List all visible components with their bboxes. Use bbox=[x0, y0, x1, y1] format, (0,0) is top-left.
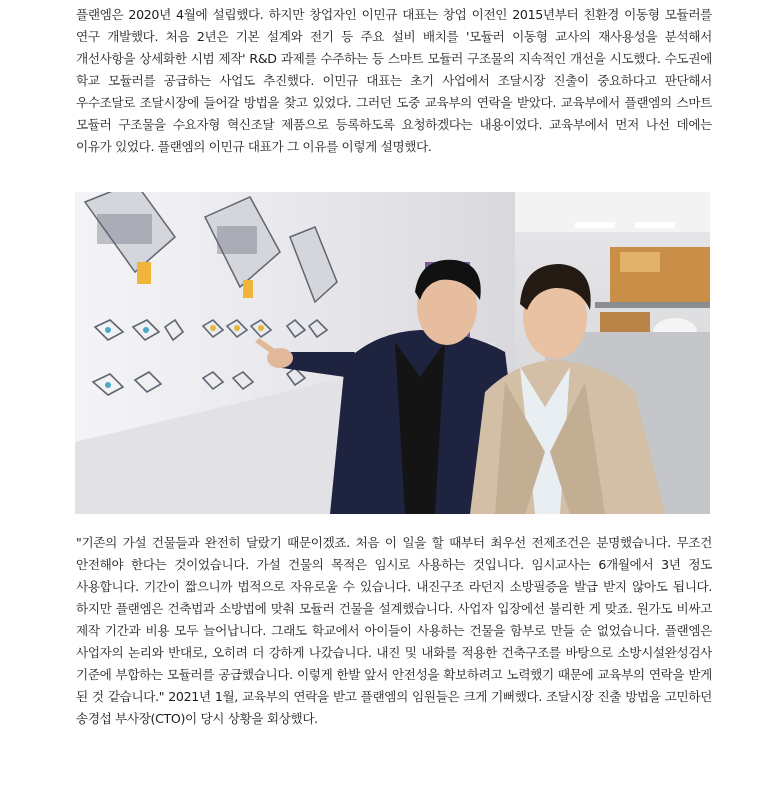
article-paragraph-intro: 플랜엠은 2020년 4월에 설립했다. 하지만 창업자인 이민규 대표는 창업 이전인 2015년부터 친환경 이동형 모듈러를 연구 개발했다. 처음 2년은 기본 설계와 전기 등 주요 설비 배치를 '모듈러 이동형 교사의 재사용성을 분석해서 개선사항을 상세화한 시범 제작' R&D 과제를 수주하는 등 스마트 모듈러 구조물의 지속적인 개선을 시도했다. 수도권에 학교 모듈러를 공급하는 사업도 추진했다. 이민규 대표는 초기 사업에서 조달시장 진출이 중요하다고 판단해서 우수조달로 조달시장에 들어갈 방법을 찾고 있었다. 그러던 도중 교육부의 연락을 받았다. 교육부에서 플랜엠의 스마트 모듈러 구조물을 수요자형 혁신조달 제품으로 등록하도록 요청하겠다는 내용이었다. 교육부에서 먼저 나선 데에는 이유가 있었다. 플랜엠의 이민규 대표가 그 이유를 이렇게 설명했다. bbox=[76, 7, 712, 154]
article-photo bbox=[75, 192, 710, 514]
photo-illustration bbox=[75, 192, 710, 514]
article-paragraph-quote: "기존의 가설 건물들과 완전히 달랐기 때문이겠죠. 처음 이 일을 할 때부터 최우선 전제조건은 분명했습니다. 무조건 안전해야 한다는 것이었습니다. 가설 건물의 목적은 임시로 사용하는 것입니다. 임시교사는 6개월에서 3년 정도 사용합니다. 기간이 짧으니까 법적으로 자유로울 수 있습니다. 내진구조 라던지 소방필증을 발급 받지 않아도 됩니다. 하지만 플랜엠은 건축법과 소방법에 맞춰 모듈러 건물을 설계했습니다. 사업자 입장에선 불리한 게 맞죠. 원가도 비싸고 제작 기간과 비용 모두 늘어납니다. 그래도 학교에서 아이들이 사용하는 건물을 함부로 만들 순 없었습니다. 플랜엠은 사업자의 논리와 반대로, 오히려 더 강하게 나갔습니다. 내진 및 내화를 적용한 건축구조를 바탕으로 소방시설완성검사 기준에 부합하는 모듈러를 공급했습니다. 이렇게 한발 앞서 안전성을 확보하려고 노력했기 때문에 교육부의 연락을 받게 된 것 같습니다." 2021년 1월, 교육부의 연락을 받고 플랜엠의 임원들은 크게 기뻐했다. 조달시장 진출 방법을 고민하던 송경섭 부사장(CTO)이 당시 상황을 회상했다. bbox=[76, 535, 712, 726]
